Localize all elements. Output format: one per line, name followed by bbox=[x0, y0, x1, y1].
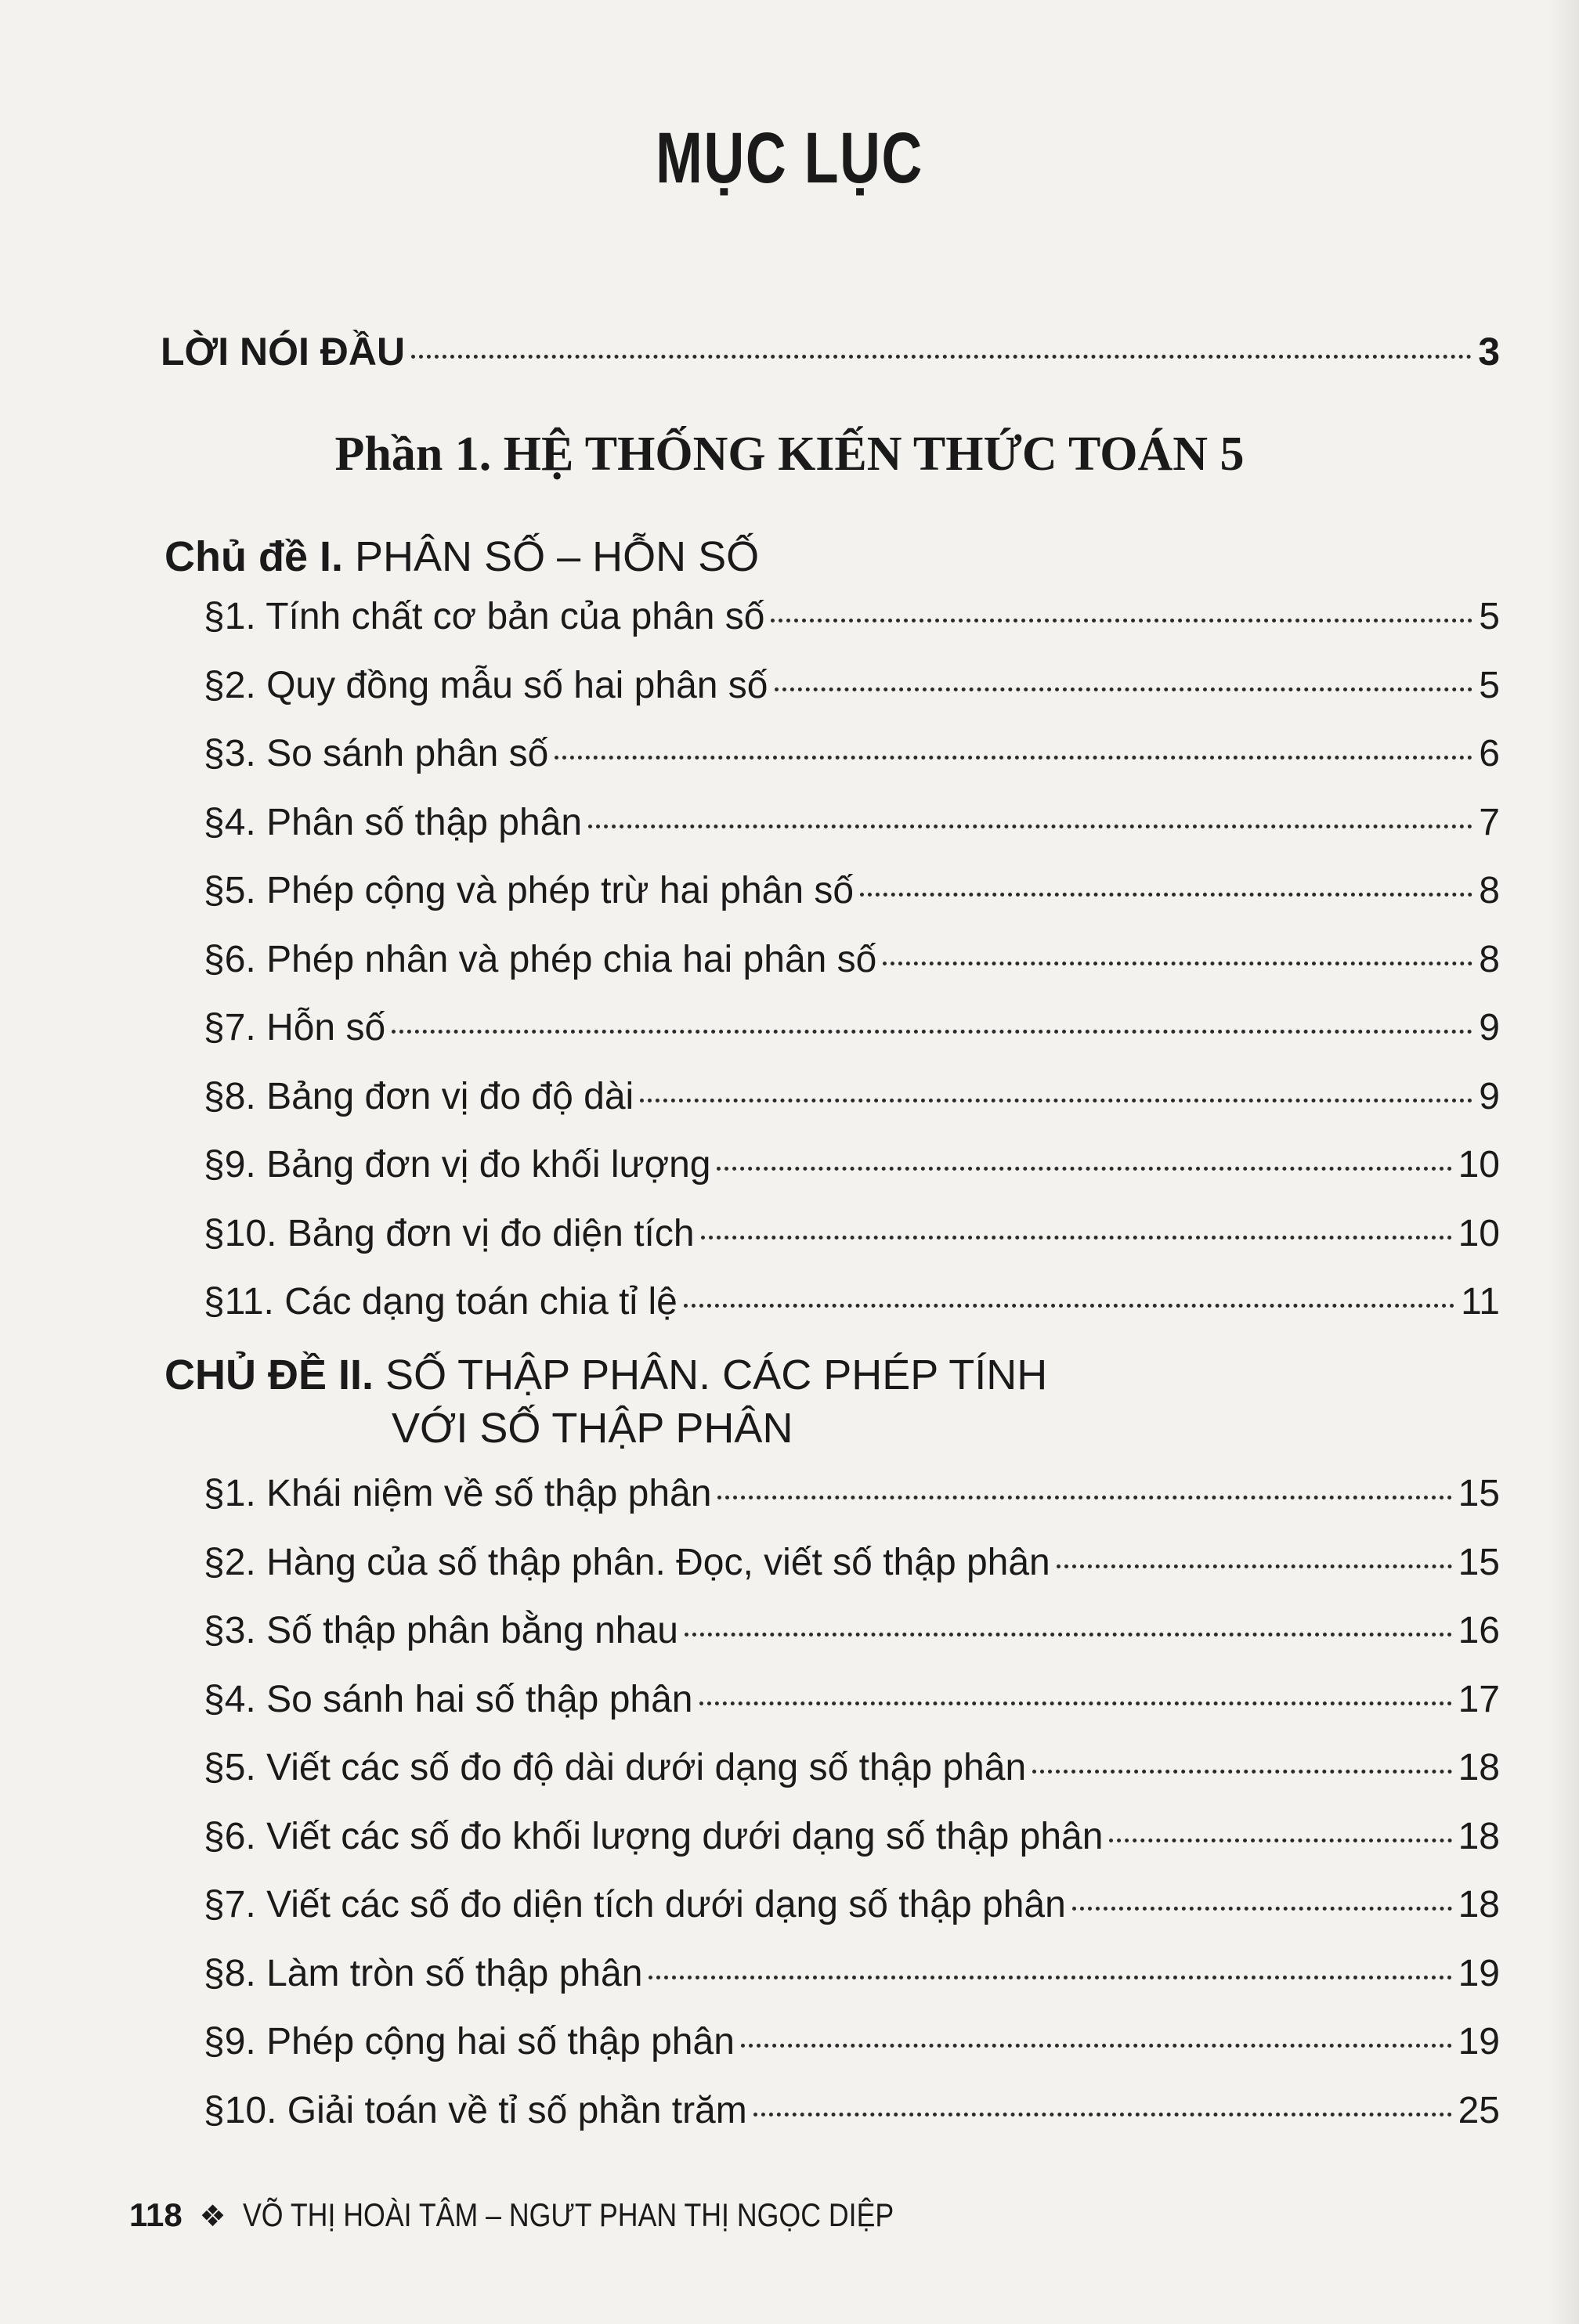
topic-heading-2 bbox=[164, 1348, 1047, 1455]
entry-label: LỜI NÓI ĐẦU bbox=[161, 330, 406, 374]
topic-name-line1: SỐ THẬP PHÂN. CÁC PHÉP TÍNH bbox=[385, 1351, 1048, 1398]
entry-page: 18 bbox=[1458, 1884, 1500, 1925]
dot-leader bbox=[1032, 1770, 1451, 1774]
toc-entry[interactable] bbox=[204, 732, 1500, 775]
entry-page: 10 bbox=[1458, 1212, 1500, 1254]
dot-leader bbox=[883, 962, 1472, 965]
toc-entry[interactable] bbox=[204, 1212, 1500, 1255]
dot-leader bbox=[741, 2044, 1452, 2048]
entry-label: §6. Phép nhân và phép chia hai phân số bbox=[204, 938, 877, 980]
dot-leader bbox=[771, 619, 1472, 622]
entry-label: §8. Làm tròn số thập phân bbox=[204, 1952, 643, 1994]
toc-entry[interactable] bbox=[204, 664, 1500, 707]
entry-label: §5. Viết các số đo độ dài dưới dạng số thập phân bbox=[204, 1747, 1027, 1788]
toc-entry-intro[interactable] bbox=[161, 329, 1500, 374]
diamond-separator-icon: ❖ bbox=[199, 2200, 226, 2233]
entry-page: 19 bbox=[1458, 1952, 1500, 1994]
entry-label: §6. Viết các số đo khối lượng dưới dạng số thập phân bbox=[204, 1815, 1104, 1857]
toc-entry[interactable] bbox=[204, 1883, 1500, 1926]
entry-page: 8 bbox=[1479, 870, 1500, 911]
toc-entry[interactable] bbox=[204, 1746, 1500, 1789]
dot-leader bbox=[775, 687, 1473, 691]
entry-label: §9. Phép cộng hai số thập phân bbox=[204, 2021, 735, 2062]
entry-page: 18 bbox=[1458, 1815, 1500, 1857]
entry-page: 5 bbox=[1479, 596, 1500, 637]
toc-entry[interactable] bbox=[204, 801, 1500, 844]
topic-name: PHÂN SỐ – HỖN SỐ bbox=[355, 533, 760, 580]
page-footer bbox=[129, 2196, 1009, 2234]
entry-label: §11. Các dạng toán chia tỉ lệ bbox=[204, 1281, 677, 1323]
toc-entry[interactable] bbox=[204, 1006, 1500, 1049]
entry-label: §1. Khái niệm về số thập phân bbox=[204, 1473, 712, 1514]
dot-leader bbox=[701, 1236, 1452, 1240]
entry-page: 25 bbox=[1458, 2089, 1500, 2131]
entry-label: §7. Hỗn số bbox=[204, 1007, 386, 1048]
entry-label: §3. Số thập phân bằng nhau bbox=[204, 1610, 678, 1651]
entry-page: 5 bbox=[1479, 664, 1500, 706]
toc-entry[interactable] bbox=[204, 1952, 1500, 1995]
topic-heading-1 bbox=[164, 532, 759, 581]
entry-label: §8. Bảng đơn vị đo độ dài bbox=[204, 1075, 634, 1117]
toc-entry[interactable] bbox=[204, 1280, 1500, 1323]
page-edge-shadow bbox=[1548, 0, 1579, 2324]
toc-entry[interactable] bbox=[204, 595, 1500, 638]
dot-leader bbox=[717, 1496, 1451, 1499]
entry-label: §2. Hàng của số thập phân. Đọc, viết số thập phân bbox=[204, 1541, 1050, 1583]
dot-leader bbox=[555, 756, 1472, 760]
entry-label: §1. Tính chất cơ bản của phân số bbox=[204, 596, 765, 637]
entry-page: 15 bbox=[1458, 1473, 1500, 1514]
entry-label: §10. Bảng đơn vị đo diện tích bbox=[204, 1212, 695, 1254]
topic-name-line2: VỚI SỐ THẬP PHÂN bbox=[392, 1405, 793, 1452]
entry-page: 6 bbox=[1479, 733, 1500, 774]
entry-label: §4. So sánh hai số thập phân bbox=[204, 1678, 693, 1720]
toc-entry[interactable] bbox=[204, 1815, 1500, 1858]
entry-page: 3 bbox=[1478, 330, 1500, 374]
entry-page: 15 bbox=[1458, 1541, 1500, 1583]
toc-entry[interactable] bbox=[204, 1609, 1500, 1652]
entry-page: 18 bbox=[1458, 1747, 1500, 1788]
toc-entry[interactable] bbox=[204, 1143, 1500, 1186]
toc-entry[interactable] bbox=[204, 2089, 1500, 2132]
dot-leader bbox=[753, 2113, 1452, 2116]
dot-leader bbox=[588, 825, 1472, 828]
entry-page: 11 bbox=[1461, 1281, 1500, 1323]
dot-leader bbox=[699, 1702, 1452, 1705]
dot-leader bbox=[717, 1167, 1451, 1171]
entry-label: §3. So sánh phân số bbox=[204, 733, 549, 774]
dot-leader bbox=[392, 1030, 1472, 1034]
entry-page: 8 bbox=[1479, 938, 1500, 980]
dot-leader bbox=[1072, 1907, 1452, 1911]
dot-leader bbox=[649, 1976, 1451, 1979]
dot-leader bbox=[685, 1633, 1452, 1637]
topic-prefix: Chủ đề I. bbox=[164, 533, 343, 580]
entry-label: §9. Bảng đơn vị đo khối lượng bbox=[204, 1144, 711, 1185]
toc-entry[interactable] bbox=[204, 1472, 1500, 1515]
entry-page: 10 bbox=[1458, 1144, 1500, 1185]
entry-page: 17 bbox=[1458, 1678, 1500, 1720]
entry-page: 9 bbox=[1479, 1075, 1500, 1117]
entry-page: 7 bbox=[1479, 801, 1500, 843]
part-heading: Phần 1. HỆ THỐNG KIẾN THỨC TOÁN 5 bbox=[334, 428, 1245, 481]
toc-entry[interactable] bbox=[204, 1075, 1500, 1118]
toc-entry[interactable] bbox=[204, 1541, 1500, 1584]
dot-leader bbox=[640, 1099, 1472, 1102]
entry-label: §5. Phép cộng và phép trừ hai phân số bbox=[204, 870, 855, 911]
toc-entry[interactable] bbox=[204, 869, 1500, 912]
dot-leader bbox=[1057, 1564, 1452, 1568]
page-title: MỤC LỤC bbox=[656, 118, 923, 198]
entry-label: §2. Quy đồng mẫu số hai phân số bbox=[204, 664, 768, 706]
entry-label: §10. Giải toán về tỉ số phần trăm bbox=[204, 2089, 747, 2131]
page-number: 118 bbox=[129, 2196, 182, 2233]
entry-label: §7. Viết các số đo diện tích dưới dạng số thập phân bbox=[204, 1884, 1066, 1925]
entry-page: 9 bbox=[1479, 1007, 1500, 1048]
dot-leader bbox=[411, 355, 1472, 359]
entry-page: 19 bbox=[1458, 2021, 1500, 2062]
dot-leader bbox=[1109, 1839, 1451, 1842]
toc-entry[interactable] bbox=[204, 1678, 1500, 1721]
footer-authors: VÕ THỊ HOÀI TÂM – NGƯT PHAN THỊ NGỌC DIỆP bbox=[243, 2196, 894, 2233]
dot-leader bbox=[860, 893, 1472, 897]
toc-entry[interactable] bbox=[204, 2020, 1500, 2063]
dot-leader bbox=[684, 1304, 1454, 1308]
entry-page: 16 bbox=[1458, 1610, 1500, 1651]
toc-entry[interactable] bbox=[204, 938, 1500, 981]
topic-prefix: CHỦ ĐỀ II. bbox=[164, 1351, 374, 1398]
entry-label: §4. Phân số thập phân bbox=[204, 801, 583, 843]
